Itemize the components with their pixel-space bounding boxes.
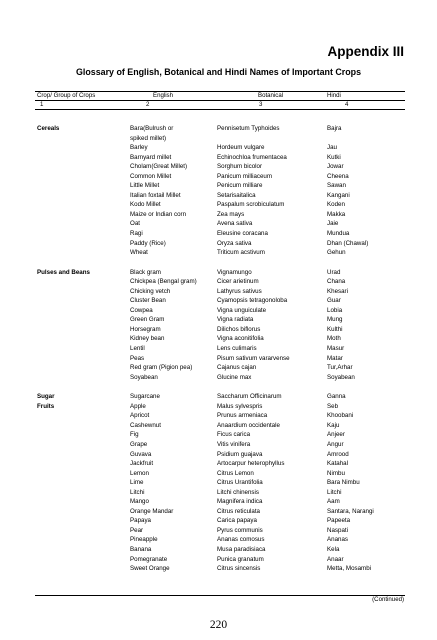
hindi-name-cell: Anaar — [327, 555, 344, 563]
table-row — [0, 430, 437, 440]
botanical-name-cell: Panicum milliaceum — [217, 172, 273, 180]
hindi-name-cell: Dhan (Chawal) — [327, 239, 369, 247]
botanical-name-cell: Triticum acstivum — [217, 249, 265, 257]
column-header-row — [0, 91, 437, 100]
table-row — [0, 229, 437, 239]
botanical-name-cell: Ananas comosus — [217, 536, 265, 544]
english-name-cell: Lemon — [130, 469, 149, 477]
table-row — [0, 535, 437, 545]
botanical-name-cell: Hordeum vulgare — [217, 144, 265, 152]
english-name-cell: Barnyard millet — [130, 153, 172, 161]
table-row — [0, 239, 437, 249]
column-number-row — [0, 100, 437, 109]
table-row — [0, 555, 437, 565]
table-row — [0, 450, 437, 460]
crop-group-cell: Sugar — [37, 393, 55, 401]
hindi-name-cell: Angur — [327, 440, 344, 448]
english-name-cell: Apple — [130, 402, 146, 410]
botanical-name-cell: Echinochloa frumentacea — [217, 153, 287, 161]
hindi-name-cell: Seb — [327, 402, 339, 410]
botanical-name-cell: Cyamopsis tetragonoloba — [217, 297, 288, 305]
botanical-name-cell: Cajanus cajan — [217, 364, 257, 372]
glossary-table — [0, 124, 437, 574]
english-name-cell: Soyabean — [130, 373, 158, 381]
hindi-name-cell: Metta, Mosambi — [327, 565, 372, 573]
hindi-name-cell: Cheena — [327, 172, 349, 180]
english-name-cell: Chicking vetch — [130, 287, 171, 295]
table-row — [0, 459, 437, 469]
english-name-cell: spiked millet) — [130, 134, 167, 142]
english-name-cell: Jackfruit — [130, 460, 154, 468]
botanical-name-cell: Saccharum Officinarum — [217, 393, 282, 401]
english-name-cell: Italian foxtail Millet — [130, 191, 181, 199]
table-row — [0, 172, 437, 182]
hindi-name-cell: Kangani — [327, 191, 350, 199]
table-row — [0, 200, 437, 210]
english-name-cell: Cholam(Great Millet) — [130, 163, 188, 171]
column-number-1: 1 — [40, 101, 44, 108]
column-header-group: Crop/ Group of Crops — [37, 92, 96, 99]
english-name-cell: Red gram (Pigion pea) — [130, 364, 193, 372]
english-name-cell: Common Millet — [130, 172, 172, 180]
table-row — [0, 402, 437, 412]
crop-section — [0, 392, 437, 573]
hindi-name-cell: Naspati — [327, 526, 348, 534]
hindi-name-cell: Urad — [327, 268, 341, 276]
column-header-english: English — [153, 92, 173, 99]
english-name-cell: Barley — [130, 144, 148, 152]
botanical-name-cell: Citrus Lemon — [217, 469, 254, 477]
botanical-name-cell: Oryza sativa — [217, 239, 252, 247]
english-name-cell: Kodo Millet — [130, 201, 161, 209]
section-gap — [0, 258, 437, 268]
english-name-cell: Orange Mandar — [130, 507, 174, 515]
botanical-name-cell: Vitis vinifera — [217, 440, 251, 448]
hindi-name-cell: Kutki — [327, 153, 341, 161]
hindi-name-cell: Matar — [327, 354, 343, 362]
english-name-cell: Pear — [130, 526, 144, 534]
botanical-name-cell: Citrus Urantifolia — [217, 479, 263, 487]
english-name-cell: Fig — [130, 431, 139, 439]
english-name-cell: Sweet Orange — [130, 565, 170, 573]
hindi-name-cell: Khesari — [327, 287, 348, 295]
table-row — [0, 488, 437, 498]
english-name-cell: Apricot — [130, 412, 150, 420]
english-name-cell: Guvava — [130, 450, 152, 458]
table-row — [0, 564, 437, 574]
botanical-name-cell: Anaardium occidentale — [217, 421, 280, 429]
english-name-cell: Cluster Bean — [130, 297, 166, 305]
table-row — [0, 210, 437, 220]
hindi-name-cell: Kulthi — [327, 325, 343, 333]
table-row — [0, 411, 437, 421]
appendix-label: Appendix III — [327, 44, 404, 59]
botanical-name-cell: Malus sylvespris — [217, 402, 263, 410]
botanical-name-cell: Vigna radiata — [217, 316, 254, 324]
table-row — [0, 363, 437, 373]
english-name-cell: Ragi — [130, 230, 143, 238]
header-bottom-rule — [35, 109, 405, 110]
table-row — [0, 153, 437, 163]
crop-group-cell: Pulses and Beans — [37, 268, 90, 276]
table-row — [0, 143, 437, 153]
english-name-cell: Lentil — [130, 345, 145, 353]
botanical-name-cell: Musa paradisiaca — [217, 545, 266, 553]
botanical-name-cell: Avena sativa — [217, 220, 253, 228]
column-number-4: 4 — [345, 101, 349, 108]
table-row — [0, 162, 437, 172]
english-name-cell: Mango — [130, 498, 149, 506]
hindi-name-cell: Moth — [327, 335, 341, 343]
english-name-cell: Bara(Bulrush or — [130, 125, 174, 132]
hindi-name-cell: Mundua — [327, 230, 350, 238]
hindi-name-cell: Jowar — [327, 163, 344, 171]
table-row — [0, 315, 437, 325]
hindi-name-cell: Anjeer — [327, 431, 345, 439]
botanical-name-cell: Citrus sincensis — [217, 565, 261, 573]
table-row — [0, 268, 437, 278]
botanical-name-cell: Lathyrus sativus — [217, 287, 262, 295]
english-name-cell: Green Gram — [130, 316, 165, 324]
table-row — [0, 497, 437, 507]
botanical-name-cell: Pisum sativum vararvense — [217, 354, 290, 362]
continued-note: (Continued) — [372, 596, 404, 603]
botanical-name-cell: Carica papaya — [217, 517, 257, 525]
column-number-3: 3 — [259, 101, 263, 108]
crop-group-cell: Fruits — [37, 402, 55, 410]
botanical-name-cell: Cicer arietinum — [217, 278, 259, 286]
hindi-name-cell: Bara Nimbu — [327, 479, 360, 487]
table-row — [0, 516, 437, 526]
hindi-name-cell: Ganna — [327, 393, 346, 401]
english-name-cell: Lime — [130, 479, 144, 487]
hindi-name-cell: Kaju — [327, 421, 340, 429]
botanical-name-cell: Vignamungo — [217, 268, 252, 276]
column-number-2: 2 — [146, 101, 150, 108]
table-row — [0, 469, 437, 479]
botanical-name-cell: Vigna aconitifolia — [217, 335, 264, 343]
table-row — [0, 306, 437, 316]
table-row — [0, 354, 437, 364]
table-row — [0, 373, 437, 383]
botanical-name-cell: Vigna unguiculate — [217, 306, 267, 314]
hindi-name-cell: Bajra — [327, 125, 342, 132]
english-name-cell: Horsegram — [130, 325, 161, 333]
english-name-cell: Wheat — [130, 249, 148, 257]
hindi-name-cell: Santara, Narangi — [327, 507, 374, 515]
botanical-name-cell: Eleusine coracana — [217, 230, 268, 238]
table-row — [0, 191, 437, 201]
hindi-name-cell: Soyabean — [327, 373, 355, 381]
hindi-name-cell: Lobia — [327, 306, 343, 314]
table-row — [0, 134, 437, 144]
botanical-name-cell: Setarisaitalica — [217, 191, 256, 199]
table-row — [0, 334, 437, 344]
hindi-name-cell: Jau — [327, 144, 337, 152]
english-name-cell: Banana — [130, 545, 152, 553]
crop-section — [0, 268, 437, 383]
botanical-name-cell: Psidium guajava — [217, 450, 263, 458]
botanical-name-cell: Punica granatum — [217, 555, 264, 563]
english-name-cell: Pomegranate — [130, 555, 168, 563]
hindi-name-cell: Chana — [327, 278, 346, 286]
botanical-name-cell: Litchi chinensis — [217, 488, 259, 496]
table-row — [0, 507, 437, 517]
hindi-name-cell: Koden — [327, 201, 345, 209]
table-row — [0, 296, 437, 306]
crop-group-cell: Cereals — [37, 125, 60, 132]
table-row — [0, 478, 437, 488]
hindi-name-cell: Mung — [327, 316, 343, 324]
hindi-name-cell: Masur — [327, 345, 345, 353]
page-number: 220 — [209, 619, 228, 631]
crop-section — [0, 124, 437, 258]
botanical-name-cell: Prunus armeniaca — [217, 412, 268, 420]
table-row — [0, 392, 437, 402]
botanical-name-cell: Citrus reticulata — [217, 507, 260, 515]
hindi-name-cell: Amrood — [327, 450, 349, 458]
table-row — [0, 325, 437, 335]
botanical-name-cell: Penicum milliare — [217, 182, 263, 190]
table-row — [0, 124, 437, 134]
english-name-cell: Sugarcane — [130, 393, 160, 401]
hindi-name-cell: Khoobani — [327, 412, 354, 420]
botanical-name-cell: Artocarpur heterophyllus — [217, 460, 285, 468]
hindi-name-cell: Guar — [327, 297, 341, 305]
english-name-cell: Black gram — [130, 268, 161, 276]
column-header-hindi: Hindi — [327, 92, 341, 99]
english-name-cell: Grape — [130, 440, 148, 448]
english-name-cell: Little Millet — [130, 182, 160, 190]
hindi-name-cell: Papeeta — [327, 517, 351, 525]
hindi-name-cell: Aam — [327, 498, 340, 506]
english-name-cell: Kidney bean — [130, 335, 165, 343]
english-name-cell: Papaya — [130, 517, 151, 525]
botanical-name-cell: Pyrus communis — [217, 526, 263, 534]
hindi-name-cell: Litchi — [327, 488, 342, 496]
table-row — [0, 344, 437, 354]
english-name-cell: Cowpea — [130, 306, 153, 314]
table-row — [0, 181, 437, 191]
hindi-name-cell: Tur,Arhar — [327, 364, 353, 372]
table-row — [0, 545, 437, 555]
english-name-cell: Paddy (Rice) — [130, 239, 166, 247]
table-row — [0, 277, 437, 287]
botanical-name-cell: Sorghum bicolor — [217, 163, 263, 171]
english-name-cell: Pineapple — [130, 536, 158, 544]
botanical-name-cell: Zea mays — [217, 210, 245, 218]
hindi-name-cell: Gehun — [327, 249, 346, 257]
botanical-name-cell: Glucine max — [217, 373, 252, 381]
table-row — [0, 421, 437, 431]
english-name-cell: Maize or Indian corn — [130, 210, 187, 218]
hindi-name-cell: Makka — [327, 210, 346, 218]
english-name-cell: Peas — [130, 354, 145, 362]
table-row — [0, 526, 437, 536]
botanical-name-cell: Dilichos biflorus — [217, 325, 261, 333]
hindi-name-cell: Kela — [327, 545, 340, 553]
hindi-name-cell: Ananas — [327, 536, 348, 544]
botanical-name-cell: Lens culimaris — [217, 345, 257, 353]
column-header-botanical: Botanical — [258, 92, 284, 99]
table-row — [0, 248, 437, 258]
botanical-name-cell: Magnifera indica — [217, 498, 263, 506]
botanical-name-cell: Ficus carica — [217, 431, 251, 439]
botanical-name-cell: Paspalum scrobiculatum — [217, 201, 285, 209]
section-gap — [0, 382, 437, 392]
english-name-cell: Cashewnut — [130, 421, 161, 429]
hindi-name-cell: Katahal — [327, 460, 348, 468]
page-title: Glossary of English, Botanical and Hindi Names of Important Crops — [75, 67, 362, 77]
hindi-name-cell: Nimbu — [327, 469, 345, 477]
english-name-cell: Chickpea (Bengal gram) — [130, 278, 197, 286]
table-row — [0, 440, 437, 450]
table-row — [0, 287, 437, 297]
hindi-name-cell: Jaie — [327, 220, 339, 228]
botanical-name-cell: Pennisetum Typhoides — [217, 125, 280, 132]
table-row — [0, 219, 437, 229]
english-name-cell: Oat — [130, 220, 140, 228]
hindi-name-cell: Sawan — [327, 182, 346, 190]
english-name-cell: Litchi — [130, 488, 145, 496]
